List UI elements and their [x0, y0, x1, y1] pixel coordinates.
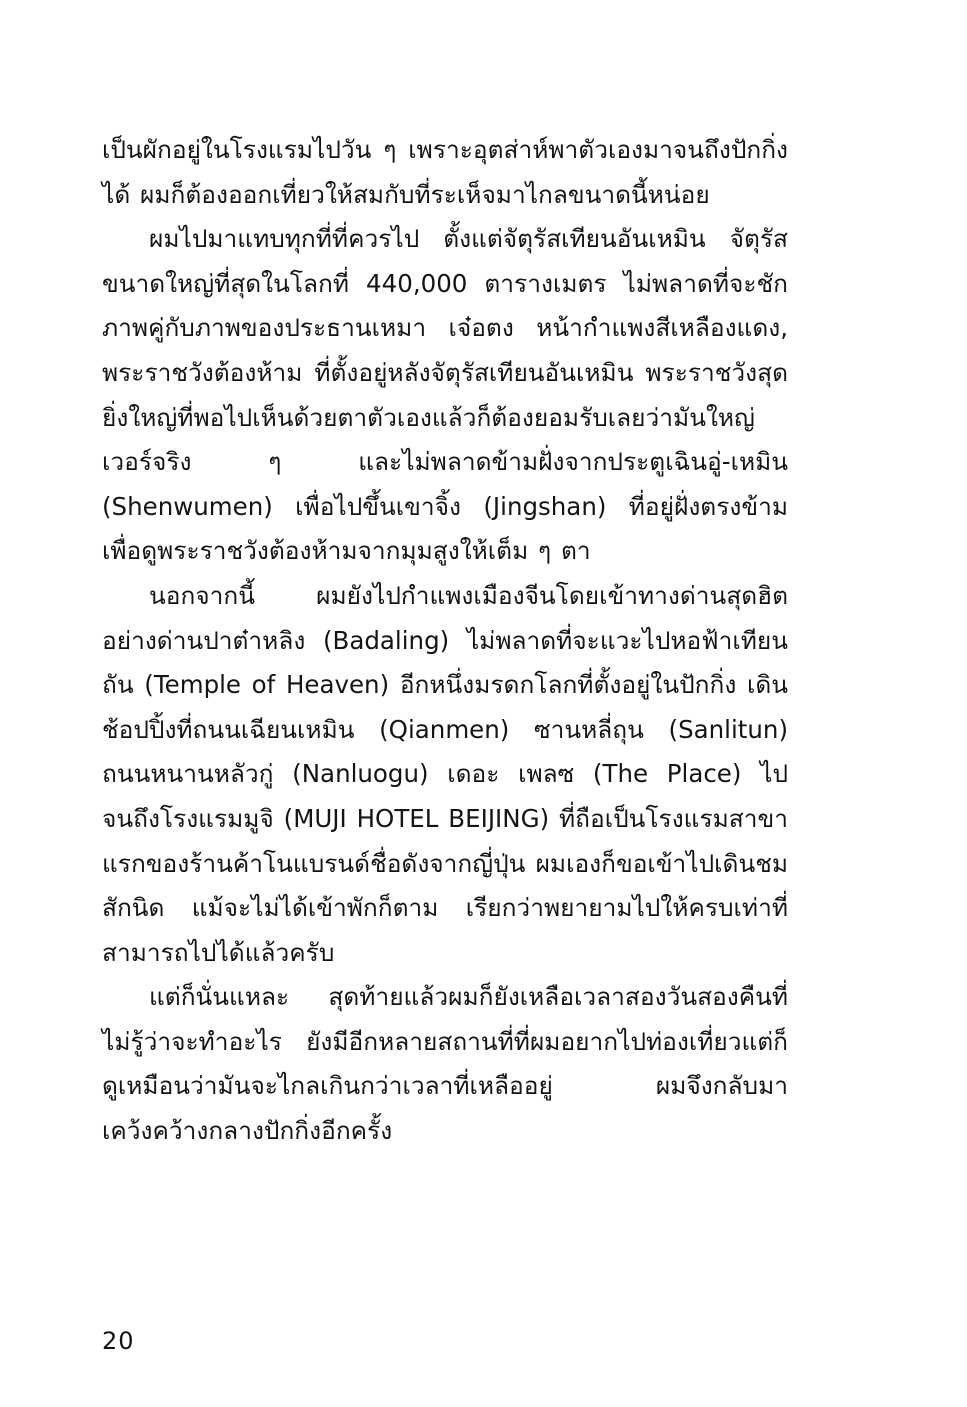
page-number: 20: [102, 1327, 135, 1355]
paragraph-great-wall: นอกจากนี้ ผมยังไปกำแพงเมืองจีนโดยเข้าทางด่านสุดฮิตอย่างด่านปาต๋าหลิง (Badaling) ไม่พลาดที่จะแวะไปหอฟ้าเทียนถัน (Temple of Heaven) อีกหนึ่งมรดกโลกที่ตั้งอยู่ในปักกิ่ง เดินช้อปปิ้งที่ถนนเฉียนเหมิน (Qianmen) ซานหลี่ถุน (Sanlitun) ถนนหนานหลัวกู่ (Nanluogu) เดอะ เพลซ (The Place) ไปจนถึงโรงแรมมูจิ (MUJI HOTEL BEIJING) ที่ถือเป็นโรงแรมสาขาแรกของร้านค้าโนแบรนด์ชื่อดังจากญี่ปุ่น ผมเองก็ขอเข้าไปเดินชมสักนิด แม้จะไม่ได้เข้าพักก็ตาม เรียกว่าพยายามไปให้ครบเท่าที่สามารถไปได้แล้วครับ: [102, 580, 788, 967]
paragraph-sightseeing: ผมไปมาแทบทุกที่ที่ควรไป ตั้งแต่จัตุรัสเทียนอันเหมิน จัตุรัสขนาดใหญ่ที่สุดในโลกที่ 440,000 ตารางเมตร ไม่พลาดที่จะชักภาพคู่กับภาพของประธานเหมา เจ๋อตง หน้ากำแพงสีเหลืองแดง, พระราชวังต้องห้าม ที่ตั้งอยู่หลังจัตุรัสเทียนอันเหมิน พระราชวังสุดยิ่งใหญ่ที่พอไปเห็นด้วยตาตัวเองแล้วก็ต้องยอมรับเลยว่ามันใหญ่เวอร์จริง ๆ และไม่พลาดข้ามฝั่งจากประตูเฉินอู่-เหมิน (Shenwumen) เพื่อไปขึ้นเขาจิ้ง (Jingshan) ที่อยู่ฝั่งตรงข้ามเพื่อดูพระราชวังต้องห้ามจากมุมสูงให้เต็ม ๆ ตา: [102, 224, 788, 566]
body-text: [102, 128, 788, 1154]
paragraph-continuation: เป็นผักอยู่ในโรงแรมไปวัน ๆ เพราะอุตส่าห์พาตัวเองมาจนถึงปักกิ่งได้ ผมก็ต้องออกเที่ยวให้สมกับที่ระเห็จมาไกลขนาดนี้หน่อย: [102, 135, 788, 209]
paragraph-remaining-days: แต่ก็นั่นแหละ สุดท้ายแล้วผมก็ยังเหลือเวลาสองวันสองคืนที่ไม่รู้ว่าจะทำอะไร ยังมีอีกหลายสถานที่ที่ผมอยากไปท่องเที่ยวแต่ก็ดูเหมือนว่ามันจะไกลเกินกว่าเวลาที่เหลืออยู่ ผมจึงกลับมาเคว้งคว้างกลางปักกิ่งอีกครั้ง: [102, 982, 788, 1146]
